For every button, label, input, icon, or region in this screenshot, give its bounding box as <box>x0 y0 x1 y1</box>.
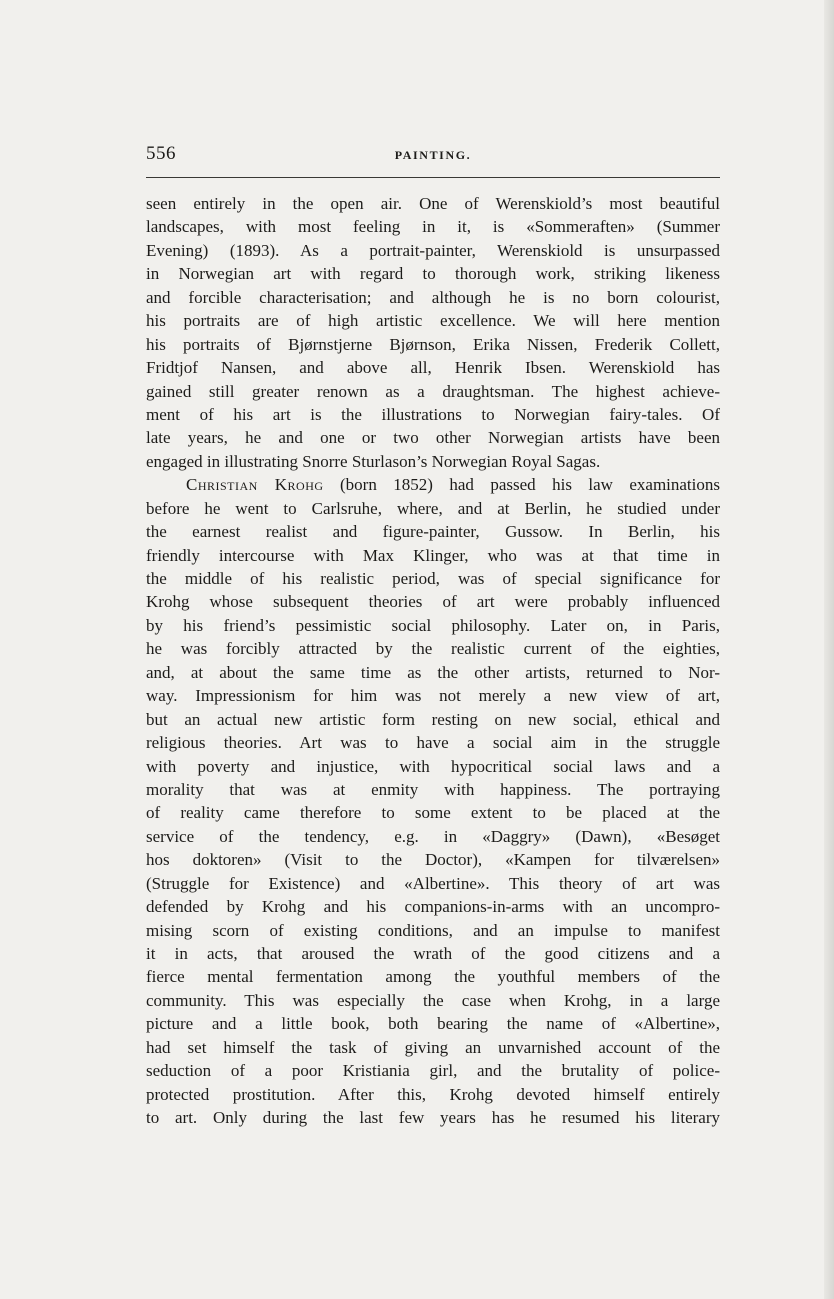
text-line: Krohg whose subsequent theories of art were probably influenced <box>146 592 720 612</box>
page-edge-shadow <box>824 0 834 1299</box>
text-line: fierce mental fermentation among the youthful members of the <box>146 967 720 987</box>
text-line: way. Impressionism for him was not merely a new view of art, <box>146 686 720 706</box>
text-line: Evening) (1893). As a portrait-painter, Werenskiold is unsurpassed <box>146 240 720 260</box>
header-rule <box>146 177 720 178</box>
text-line: defended by Krohg and his companions-in-arms with an uncompro- <box>146 897 720 917</box>
text-line: his portraits of Bjørnstjerne Bjørnson, Erika Nissen, Frederik Collett, <box>146 334 720 354</box>
text-line: ment of his art is the illustrations to Norwegian fairy-tales. Of <box>146 404 720 424</box>
text-line: service of the tendency, e.g. in «Daggry» (Dawn), «Besøget <box>146 826 720 846</box>
text-line: hos doktoren» (Visit to the Doctor), «Kampen for tilværelsen» <box>146 850 720 870</box>
text-line: his portraits are of high artistic excellence. We will here mention <box>146 311 720 331</box>
text-line: with poverty and injustice, with hypocritical social laws and a <box>146 756 720 776</box>
text-line: Fridtjof Nansen, and above all, Henrik Ibsen. Werenskiold has <box>146 358 720 378</box>
body-text <box>146 192 720 1130</box>
paragraph-start-line <box>146 473 720 496</box>
text-line: gained still greater renown as a draughtsman. The highest achieve- <box>146 381 720 401</box>
text-line: morality that was at enmity with happiness. The portraying <box>146 779 720 799</box>
text-line: had set himself the task of giving an unvarnished account of the <box>146 1037 720 1057</box>
text-line: protected prostitution. After this, Krohg devoted himself entirely <box>146 1084 720 1104</box>
text-line: but an actual new artistic form resting on new social, ethical and <box>146 709 720 729</box>
text-line: in Norwegian art with regard to thorough work, striking likeness <box>146 264 720 284</box>
text-line: of reality came therefore to some extent to be placed at the <box>146 803 720 823</box>
page-header <box>146 143 720 171</box>
text-line: (Struggle for Existence) and «Albertine». This theory of art was <box>146 873 720 893</box>
text-line: mising scorn of existing conditions, and an impulse to manifest <box>146 920 720 940</box>
text-line: landscapes, with most feeling in it, is «Sommeraften» (Summer <box>146 217 720 237</box>
text-line-rest: (born 1852) had passed his law examinations <box>340 475 720 495</box>
text-line: engaged in illustrating Snorre Sturlason’s Norwegian Royal Sagas. <box>146 451 601 471</box>
text-line: he was forcibly attracted by the realistic current of the eighties, <box>146 639 720 659</box>
text-line: the middle of his realistic period, was of special significance for <box>146 569 720 588</box>
text-line: friendly intercourse with Max Klinger, who was at that time in <box>146 545 720 565</box>
text-line: and, at about the same time as the other artists, returned to Nor- <box>146 662 720 682</box>
text-line: seen entirely in the open air. One of Werenskiold’s most beautiful <box>146 194 720 213</box>
text-line: and forcible characterisation; and although he is no born colourist, <box>146 287 720 307</box>
text-line: before he went to Carlsruhe, where, and at Berlin, he studied under <box>146 498 720 518</box>
text-line: late years, he and one or two other Norwegian artists have been <box>146 428 720 448</box>
text-line: the earnest realist and figure-painter, Gussow. In Berlin, his <box>146 522 720 542</box>
text-line: to art. Only during the last few years has he resumed his literary <box>146 1108 720 1128</box>
text-line: picture and a little book, both bearing the name of «Albertine», <box>146 1014 720 1034</box>
section-name: Christian Krohg <box>186 475 324 495</box>
text-line: it in acts, that aroused the wrath of the good citizens and a <box>146 944 720 963</box>
text-line: community. This was especially the case when Krohg, in a large <box>146 990 720 1010</box>
text-line: seduction of a poor Kristiania girl, and the brutality of police- <box>146 1061 720 1081</box>
text-line: religious theories. Art was to have a social aim in the struggle <box>146 733 720 753</box>
text-line: by his friend’s pessimistic social philosophy. Later on, in Paris, <box>146 615 720 635</box>
page-number: 556 <box>146 143 176 164</box>
running-title: PAINTING. <box>394 148 472 162</box>
